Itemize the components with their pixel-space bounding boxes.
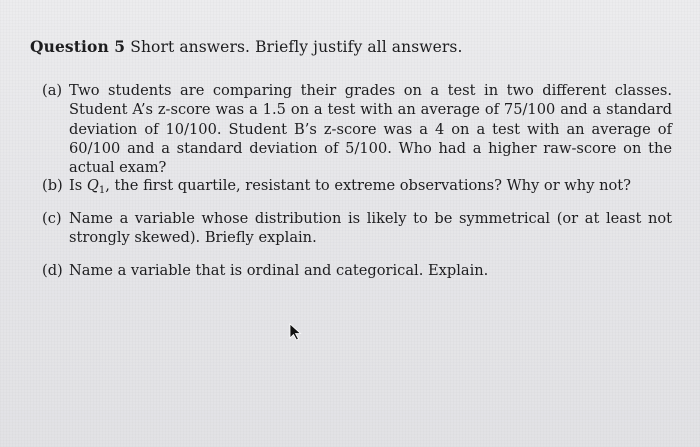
part-c	[42, 209, 672, 248]
part-d	[42, 261, 672, 280]
part-text: Name a variable that is ordinal and categorical. Explain.	[69, 262, 489, 279]
part-label: (a)	[42, 82, 63, 99]
question-instructions: Short answers. Briefly justify all answers.	[130, 38, 463, 56]
part-text-after: , the first quartile, resistant to extreme observations? Why or why not?	[105, 177, 631, 194]
part-label: (b)	[42, 177, 63, 194]
part-label: (c)	[42, 210, 62, 227]
part-text: Two students are comparing their grades on a test in two different classes. Student A’s z-score was a 1.5 on a test with an average of 75/100 and a standard deviation of 10/100. Student B’s z-score was a 4 on a test with an average of 60/100 and a standard deviation of 5/100. Who had a higher raw-score on the actual exam?	[69, 82, 672, 177]
quartile-symbol: Q	[86, 177, 99, 194]
part-b	[42, 176, 672, 200]
part-a	[42, 81, 672, 177]
part-text-before: Is	[69, 177, 87, 194]
part-text	[69, 176, 672, 200]
part-label: (d)	[42, 262, 63, 279]
question-heading	[30, 37, 463, 56]
part-text: Name a variable whose distribution is likely to be symmetrical (or at least not strongly skewed). Briefly explain.	[69, 210, 672, 247]
arrow-pointer-icon	[289, 323, 303, 341]
question-number: Question 5	[30, 37, 126, 56]
quartile-subscript: 1	[98, 185, 106, 196]
